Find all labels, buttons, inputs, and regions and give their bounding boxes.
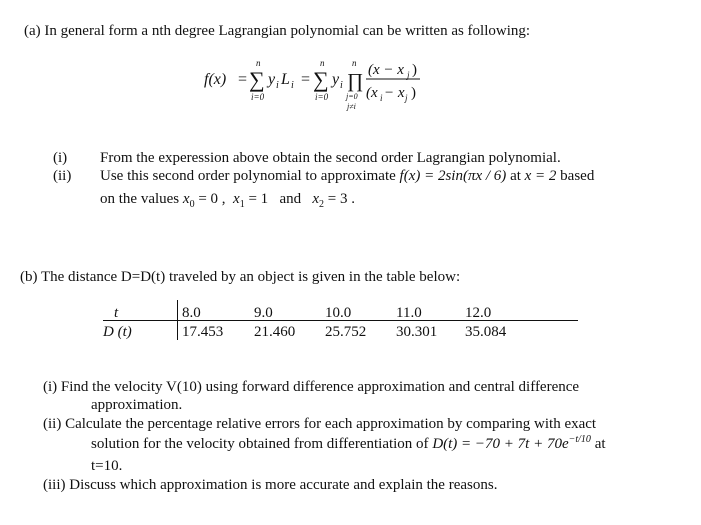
item-a-ii-line xyxy=(100,167,594,185)
item-a-i-marker: (i) xyxy=(53,150,68,166)
x1-sub: 1 xyxy=(239,199,245,210)
row-label-d: D (t) xyxy=(103,324,132,340)
numerator: (x − x xyxy=(368,62,404,78)
formula-eq-1: = xyxy=(238,71,248,88)
denominator-mid: − x xyxy=(384,85,405,101)
formula-L: L xyxy=(281,71,290,88)
t-value: 8.0 xyxy=(182,305,201,321)
x1: x xyxy=(233,191,240,207)
formula-y-1-sub: i xyxy=(276,80,279,91)
part-a-heading: (a) In general form a nth degree Lagrangian polynomial can be written as following: xyxy=(24,23,531,39)
x0-val: = 0 , xyxy=(194,191,226,207)
item-b-ii-sup: −t/10 xyxy=(568,434,591,445)
d-value: 17.453 xyxy=(182,324,224,340)
item-a-i-text: From the experession above obtain the second order Lagrangian polynomial. xyxy=(100,150,561,166)
item-a-ii-math2: x = 2 xyxy=(524,168,557,184)
t-value: 12.0 xyxy=(465,305,492,321)
item-b-ii-line3: t=10. xyxy=(91,458,123,474)
x2: x xyxy=(312,191,320,207)
item-b-ii-math: D(t) = −70 + 7t + 70e xyxy=(432,436,569,452)
denominator-sub-1: i xyxy=(380,93,383,103)
sum-symbol-2: ∑ xyxy=(313,67,329,92)
prod-lower-1: j=0 xyxy=(346,92,358,101)
and-word: and xyxy=(279,191,302,207)
sum-lower-2: i=0 xyxy=(315,92,329,102)
numerator-close: ) xyxy=(412,62,417,78)
x0-sub: 0 xyxy=(189,199,195,210)
denominator: (x xyxy=(366,85,378,101)
d-value: 21.460 xyxy=(254,324,296,340)
item-b-ii-pre: solution for the velocity obtained from differentiation of xyxy=(91,436,433,452)
sum-upper-2: n xyxy=(320,58,325,68)
values-pre: on the values xyxy=(100,191,183,207)
prod-lower-2: j≠i xyxy=(347,102,356,111)
item-b-ii-post: at xyxy=(590,436,606,452)
item-a-ii-math: f(x) = 2sin(πx / 6) xyxy=(399,168,507,184)
part-b-heading: (b) The distance D=D(t) traveled by an object is given in the table below: xyxy=(20,269,461,285)
t-value: 9.0 xyxy=(254,305,273,321)
item-a-ii-text-post: based xyxy=(556,168,595,184)
formula-y-2-sub: i xyxy=(340,80,343,91)
denominator-sub-2: j xyxy=(405,93,408,103)
d-value: 35.084 xyxy=(465,324,507,340)
item-b-i-line1: (i) Find the velocity V(10) using forward difference approximation and central difference xyxy=(43,379,580,395)
item-a-ii-marker: (ii) xyxy=(53,168,72,184)
lagrange-formula xyxy=(0,0,701,120)
formula-eq-2: = xyxy=(301,71,311,88)
item-b-ii-line2 xyxy=(91,435,606,453)
item-b-ii-line1: (ii) Calculate the percentage relative errors for each approximation by comparing with exact xyxy=(43,416,597,432)
numerator-sub: j xyxy=(407,70,410,80)
formula-L-sub: i xyxy=(291,80,294,91)
values-line xyxy=(100,190,355,208)
item-b-i-line2: approximation. xyxy=(91,397,183,413)
x2-val: = 3 . xyxy=(324,191,355,207)
sum-upper-1: n xyxy=(256,58,261,68)
sum-lower-1: i=0 xyxy=(251,92,265,102)
x1-val: = 1 xyxy=(244,191,269,207)
item-a-ii-text-mid: at xyxy=(506,168,525,184)
prod-symbol: ∏ xyxy=(347,70,364,92)
item-a-ii-text-pre: Use this second order polynomial to approximate xyxy=(100,168,400,184)
x2-sub: 2 xyxy=(319,199,325,210)
t-value: 11.0 xyxy=(396,305,422,321)
row-label-t: t xyxy=(114,305,119,321)
formula-y-2: y xyxy=(332,71,340,88)
d-value: 30.301 xyxy=(396,324,438,340)
x0: x xyxy=(182,191,190,207)
denominator-close: ) xyxy=(411,85,416,101)
formula-y-1: y xyxy=(268,71,276,88)
t-value: 10.0 xyxy=(325,305,352,321)
prod-upper: n xyxy=(352,58,357,68)
sum-symbol-1: ∑ xyxy=(249,67,265,92)
d-value: 25.752 xyxy=(325,324,367,340)
formula-lhs: f(x) xyxy=(204,71,227,88)
item-b-iii-line1: (iii) Discuss which approximation is more accurate and explain the reasons. xyxy=(43,477,498,493)
